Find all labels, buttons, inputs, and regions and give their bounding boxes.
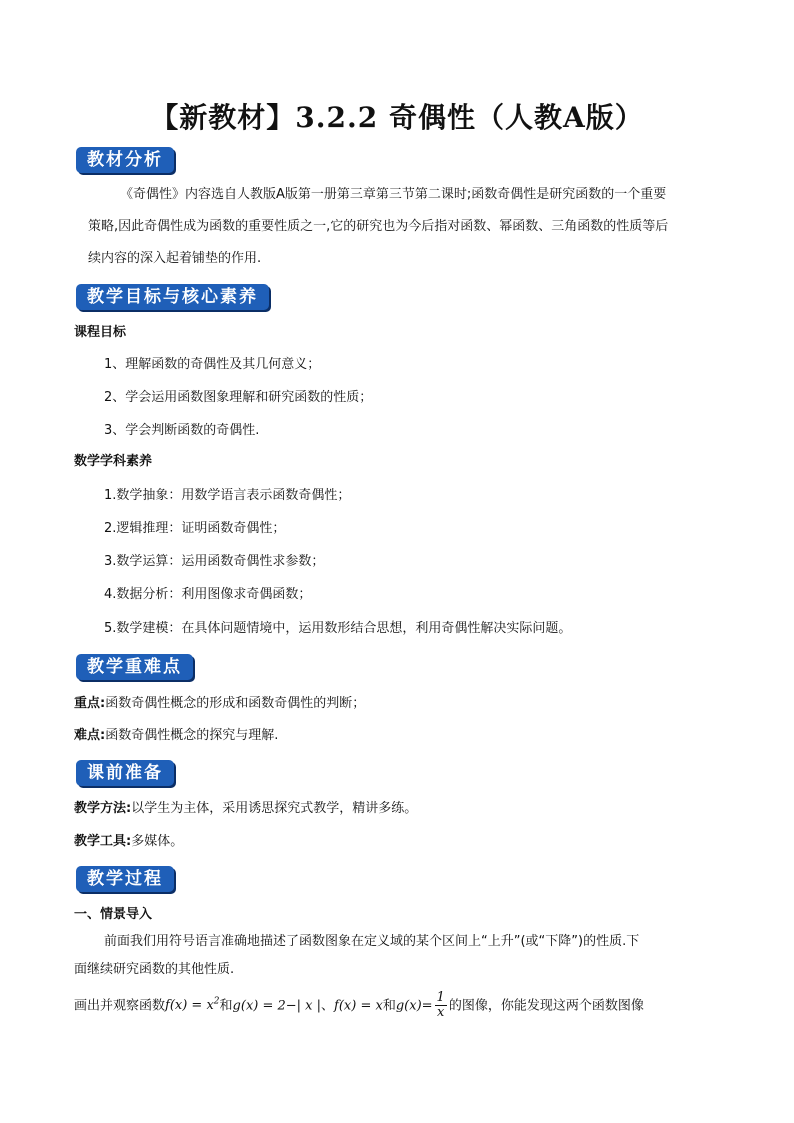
section-badge-goals: 教学目标与核心素养 (76, 284, 269, 310)
function-f1-exponent: 2 (213, 997, 220, 1007)
step1-heading: 一、情景导入 (74, 907, 153, 922)
literacy-item-2: 2.逻辑推理：证明函数奇偶性； (104, 521, 286, 536)
separator: 、 (321, 998, 335, 1014)
teaching-tool-text: 多媒体。 (131, 834, 184, 849)
difficult-point-label: 难点: (74, 728, 106, 743)
key-point-label: 重点: (74, 696, 106, 711)
observe-suffix: 的图像，你能发现这两个函数图像 (448, 998, 644, 1014)
section-badge-analysis: 教材分析 (76, 147, 174, 173)
observe-prefix: 画出并观察函数 (74, 998, 166, 1014)
difficult-point-text: 函数奇偶性概念的探究与理解. (105, 728, 279, 743)
section-badge-prep: 课前准备 (76, 760, 174, 786)
function-f1-base: f(x) = x (165, 998, 214, 1014)
function-f2: f(x) = x (334, 998, 383, 1014)
analysis-line-1: 《奇偶性》内容选自人教版A版第一册第三章第三节第二课时;函数奇偶性是研究函数的一个重要 (120, 187, 667, 202)
teaching-method-line (74, 800, 417, 818)
section-badge-process: 教学过程 (76, 866, 174, 892)
function-g1: g(x) = 2−| x | (232, 998, 322, 1014)
fraction-one-over-x (435, 991, 447, 1020)
intro-line-1: 前面我们用符号语言准确地描述了函数图象在定义域的某个区间上“上升”(或“下降”)的性质.下 (104, 934, 640, 949)
teaching-tool-line (74, 833, 183, 851)
key-point-text: 函数奇偶性概念的形成和函数奇偶性的判断； (105, 696, 366, 711)
literacy-heading: 数学学科素养 (74, 454, 153, 469)
literacy-item-4: 4.数据分析：利用图像求奇偶函数； (104, 587, 312, 602)
section-badge-keypoints: 教学重难点 (76, 654, 193, 680)
course-goal-3: 3、学会判断函数的奇偶性. (104, 423, 260, 438)
intro-line-2: 面继续研究函数的其他性质. (74, 962, 235, 977)
course-goal-2: 2、学会运用函数图象理解和研究函数的性质； (104, 390, 373, 405)
literacy-item-3: 3.数学运算：运用函数奇偶性求参数； (104, 554, 325, 569)
course-goal-1: 1、理解函数的奇偶性及其几何意义； (104, 357, 321, 372)
function-g2: g(x)= (395, 998, 433, 1014)
teaching-tool-label: 教学工具: (74, 834, 132, 849)
course-goals-heading: 课程目标 (74, 325, 127, 340)
and-1: 和 (219, 998, 233, 1014)
fraction-denominator: x (437, 1005, 445, 1021)
difficult-point-line (74, 727, 278, 745)
document-title: 【新教材】3.2.2 奇偶性（人教A版） (150, 101, 644, 134)
teaching-method-text: 以学生为主体，采用诱思探究式教学，精讲多练。 (131, 801, 418, 816)
teaching-method-label: 教学方法: (74, 801, 132, 816)
fraction-numerator: 1 (436, 990, 445, 1006)
function-f1 (165, 998, 220, 1013)
key-point-line (74, 695, 365, 713)
analysis-line-2: 策略,因此奇偶性成为函数的重要性质之一,它的研究也为今后指对函数、幂函数、三角函数的性质等后 (88, 219, 669, 234)
literacy-item-5: 5.数学建模：在具体问题情境中，运用数形结合思想，利用奇偶性解决实际问题。 (104, 621, 572, 636)
and-2: 和 (382, 998, 396, 1014)
literacy-item-1: 1.数学抽象：用数学语言表示函数奇偶性； (104, 488, 351, 503)
analysis-line-3: 续内容的深入起着铺垫的作用. (88, 251, 262, 266)
observe-functions-line (74, 988, 644, 1020)
